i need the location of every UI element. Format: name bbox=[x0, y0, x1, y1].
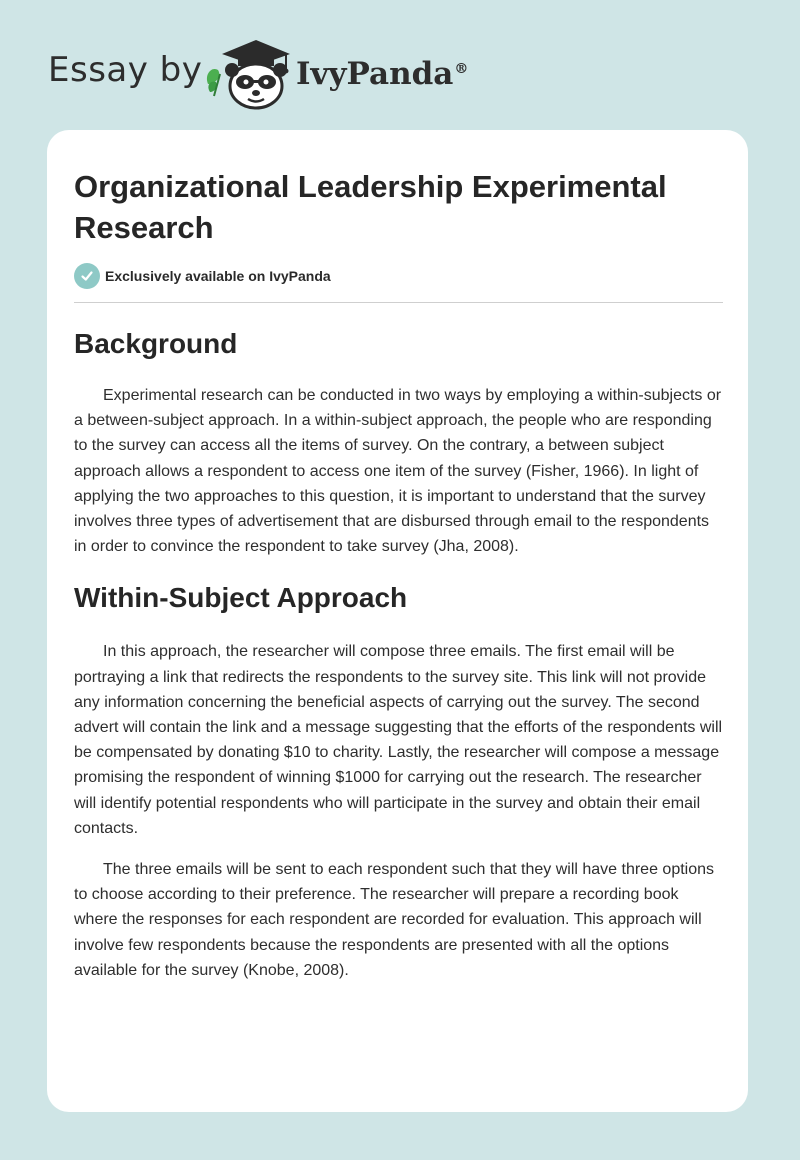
brand-name[interactable]: IvyPanda® bbox=[296, 56, 469, 92]
page-title: Organizational Leadership Experimental Research bbox=[74, 169, 667, 245]
paragraph: In this approach, the researcher will compose three emails. The first email will be portraying a link that redirects the respondents to the survey site. This link will not provide any information concerning the beneficial aspects of carrying out the survey. The second advert will contain the link and a message suggesting that the efforts of the respondents will be compensated by donating $10 to charity. Lastly, the researcher will compose a message promising the respondent of winning $1000 for carrying out the research. The researcher will identify potential respondents who will participate in the survey and obtain their email contacts. bbox=[74, 643, 723, 837]
registered-mark: ® bbox=[454, 60, 469, 77]
paragraph: Experimental research can be conducted in two ways by employing a within-subjects or a between-subject approach. In a within-subject approach, the people who are responding to the survey can access all the items of survey. On the contrary, a between subject approach allows a respondent to access one item of the survey (Fisher, 1966). In light of applying the two approaches to this question, it is important to understand that the survey involves three types of advertisement that are disbursed through email to the respondents in order to convince the respondent to take survey (Jha, 2008). bbox=[74, 387, 722, 556]
article-card bbox=[47, 130, 748, 1112]
article-body bbox=[74, 322, 724, 983]
badge-text: Exclusively available on IvyPanda bbox=[105, 268, 331, 284]
section-heading-background: Background bbox=[74, 328, 238, 359]
site-header bbox=[0, 0, 800, 130]
essay-by-label: Essay by bbox=[48, 50, 203, 90]
paragraph: The three emails will be sent to each respondent such that they will have three options to choose according to their preference. The researcher will prepare a recording book where the responses for each respondent are recorded for evaluation. This approach will involve few respondents because the respondents are presented with all the options available for the survey (Knobe, 2008). bbox=[74, 861, 715, 979]
check-icon bbox=[74, 263, 100, 289]
section-heading-within-subject: Within-Subject Approach bbox=[74, 582, 408, 614]
exclusive-badge bbox=[74, 263, 331, 289]
panda-graduate-icon bbox=[202, 36, 294, 110]
divider bbox=[74, 302, 723, 303]
